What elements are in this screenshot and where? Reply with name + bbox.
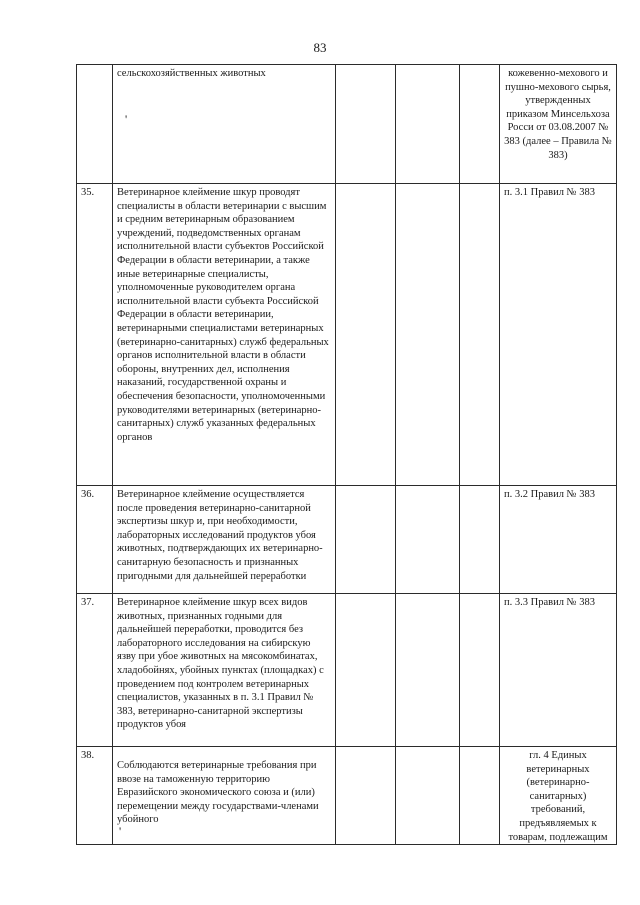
table-row	[77, 184, 617, 486]
legal-reference: кожевенно-мехового и пушно-мехового сырья, утвержденных приказом Минсельхоза Росси от 03.08.2007 № 383 (далее – Правила № 383)	[500, 65, 617, 184]
legal-reference: п. 3.1 Правил № 383	[500, 184, 617, 486]
empty-cell	[460, 594, 500, 747]
table-row	[77, 65, 617, 184]
row-number: 37.	[77, 594, 113, 747]
requirement-text: Ветеринарное клеймение осуществляется после проведения ветеринарно-санитарной экспертизы шкур и, при необходимости, лабораторных исследований продуктов убоя животных, подтверждающих их ветеринарно-санитарную безопасность и признанных пригодными для дальнейшей переработки	[113, 486, 336, 594]
empty-cell	[336, 65, 396, 184]
empty-cell	[396, 65, 460, 184]
empty-cell	[336, 594, 396, 747]
requirement-text: Ветеринарное клеймение шкур проводят специалисты в области ветеринарии с высшим и средним ветеринарным образованием учреждений, подведомственных органам исполнительной власти субъектов Российской Федерации в области ветеринарии, а также иные ветеринарные специалисты, уполномоченные руководителем органа исполнительной власти субъекта Российской Федерации в области ветеринарии, ветеринарными специалистами ветеринарных (ветеринарно-санитарных) служб федеральных органов исполнительной власти в области обороны, внутренних дел, исполнения наказаний, государственной охраны и обеспечения безопасности, уполномоченными руководителями ветеринарных (ветеринарно-санитарных) служб указанных федеральных органов	[113, 184, 336, 486]
empty-cell	[460, 747, 500, 845]
requirement-text	[113, 747, 336, 845]
empty-cell	[336, 486, 396, 594]
empty-cell	[396, 594, 460, 747]
legal-reference: гл. 4 Единых ветеринарных (ветеринарно-санитарных) требований, предъявляемых к товарам, подлежащим	[500, 747, 617, 845]
empty-cell	[336, 747, 396, 845]
requirement-text-content: сельскохозяйственных животных	[117, 68, 266, 79]
requirements-table	[76, 64, 617, 845]
row-number: 36.	[77, 486, 113, 594]
table-row	[77, 594, 617, 747]
page-number: 83	[313, 40, 327, 55]
handwritten-mark: '	[119, 823, 122, 838]
empty-cell	[336, 184, 396, 486]
row-number: 35.	[77, 184, 113, 486]
empty-cell	[460, 184, 500, 486]
empty-cell	[460, 486, 500, 594]
empty-cell	[396, 184, 460, 486]
table-row	[77, 747, 617, 845]
row-number: 38.	[77, 747, 113, 845]
requirement-text	[113, 65, 336, 184]
legal-reference: п. 3.2 Правил № 383	[500, 486, 617, 594]
requirement-text-content: Соблюдаются ветеринарные требования при ввозе на таможенную территорию Евразийского экономического союза и (или) перемещении между государствами-членами убойного	[117, 760, 319, 826]
legal-reference: п. 3.3 Правил № 383	[500, 594, 617, 747]
table-row	[77, 486, 617, 594]
requirement-text: Ветеринарное клеймение шкур всех видов животных, признанных годными для дальнейшей переработки, проводится без лабораторного исследования на сибирскую язву при убое животных на мясокомбинатах, хладобойнях, убойных пунктах (площадках) с проведением под контролем ветеринарных специалистов, указанных в п. 3.1 Правил № 383, ветеринарно-санитарной экспертизы продуктов убоя	[113, 594, 336, 747]
empty-cell	[460, 65, 500, 184]
empty-cell	[396, 486, 460, 594]
handwritten-mark: '	[125, 111, 128, 126]
row-number	[77, 65, 113, 184]
empty-cell	[396, 747, 460, 845]
